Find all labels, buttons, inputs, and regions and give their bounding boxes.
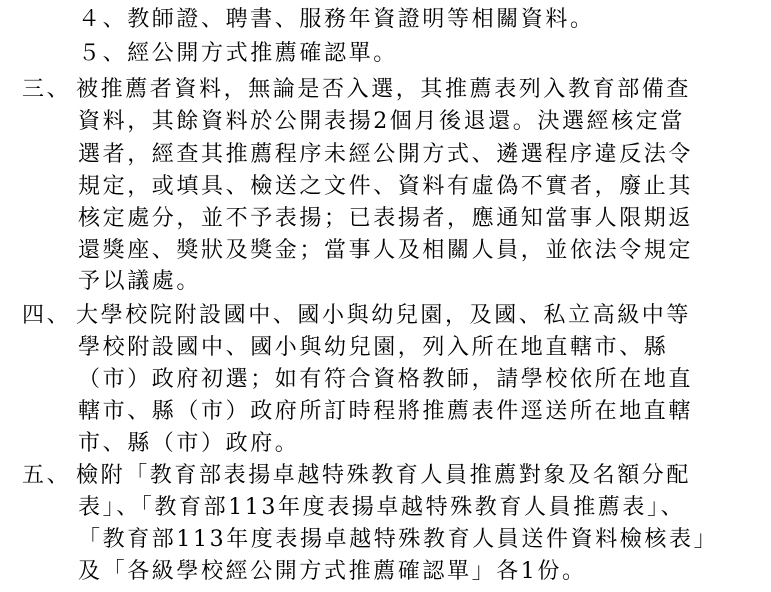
section-5-marker: 五、	[22, 463, 72, 488]
section-4-line-4: 轄市、縣（市）政府所訂時程將推薦表件逕送所在地直轄	[78, 399, 694, 424]
section-3-line-3: 選者，經查其推薦程序未經公開方式、遴選程序違反法令	[78, 142, 694, 167]
sub-item-4-marker: ４、	[78, 7, 128, 32]
sub-item-5-marker: ５、	[78, 41, 128, 66]
sub-item-4-text: 教師證、聘書、服務年資證明等相關資料。	[127, 7, 595, 32]
section-4-line-2: 學校附設國中、國小與幼兒園，列入所在地直轄市、縣	[78, 335, 669, 360]
section-3-line-1: 被推薦者資料，無論是否入選，其推薦表列入教育部備查	[76, 77, 692, 102]
section-4-marker: 四、	[22, 303, 72, 328]
sub-item-5-text: 經公開方式推薦確認單。	[127, 41, 398, 66]
section-3-marker: 三、	[22, 77, 72, 102]
section-3-line-4: 規定，或填具、檢送之文件、資料有虛偽不實者，廢止其	[78, 174, 694, 199]
section-5-line-4: 及「各級學校經公開方式推薦確認單」各1份。	[78, 559, 587, 584]
section-5-line-1: 檢附「教育部表揚卓越特殊教育人員推薦對象及名額分配	[76, 463, 692, 488]
section-3-line-7: 予以議處。	[78, 269, 202, 294]
section-3-line-2: 資料，其餘資料於公開表揚2個月後退還。決選經核定當	[78, 109, 685, 134]
section-4-line-5: 市、縣（市）政府。	[78, 431, 300, 456]
section-3-line-5: 核定處分，並不予表揚；已表揚者，應通知當事人限期返	[78, 206, 694, 231]
sub-item-4	[78, 6, 595, 34]
section-4-line-1: 大學校院附設國中、國小與幼兒園，及國、私立高級中等	[76, 303, 692, 328]
section-5-line-2: 表」、「教育部113年度表揚卓越特殊教育人員推薦表」、	[78, 495, 686, 520]
section-3-line-6: 還獎座、獎狀及獎金；當事人及相關人員，並依法令規定	[78, 238, 694, 263]
section-4-line-3: （市）政府初選；如有符合資格教師，請學校依所在地直	[78, 367, 694, 392]
section-5-line-3: 「教育部113年度表揚卓越特殊教育人員送件資料檢核表」	[78, 527, 719, 552]
sub-item-5	[78, 40, 398, 68]
